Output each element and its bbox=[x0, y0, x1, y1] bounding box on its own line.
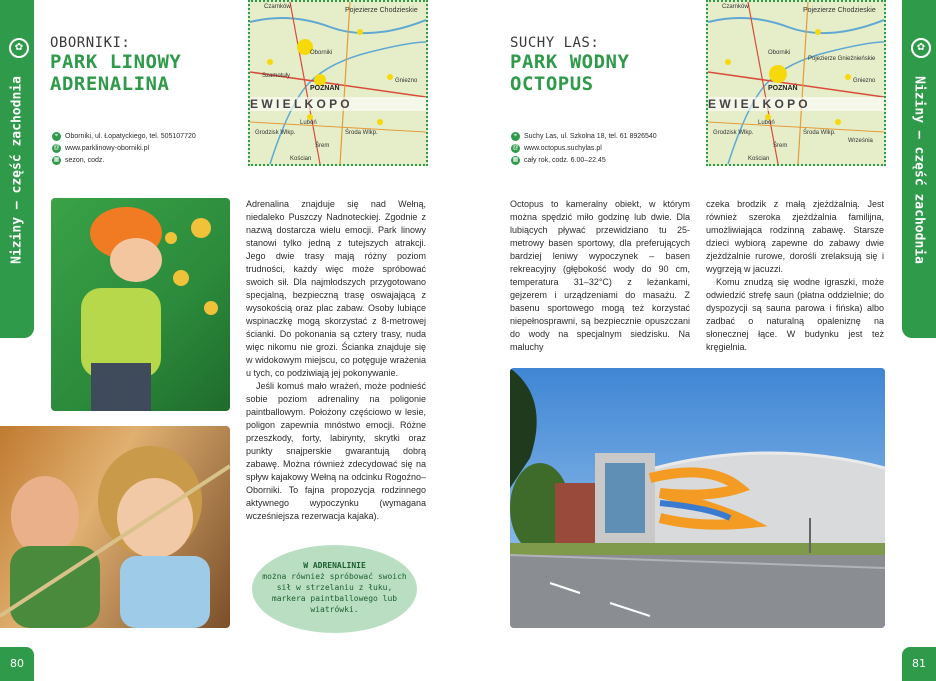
map-label: Szamotuły bbox=[262, 73, 291, 79]
right-body-column-2 bbox=[706, 198, 884, 354]
map-label: Kościan bbox=[748, 156, 770, 162]
right-map bbox=[706, 0, 886, 166]
web-icon: @ bbox=[512, 145, 519, 151]
right-map-drawing bbox=[708, 2, 884, 164]
map-label: Gniezno bbox=[853, 78, 876, 84]
climbing-wall-photo bbox=[51, 198, 230, 411]
aquapark-photo bbox=[510, 368, 885, 628]
right-title-location: SUCHY LAS: bbox=[510, 35, 600, 51]
right-info-website[interactable]: @ www.octopus.suchylas.pl bbox=[512, 145, 602, 152]
calendar-icon: ▦ bbox=[512, 157, 519, 163]
left-info-website[interactable]: @ www.parklinowy-oborniki.pl bbox=[53, 145, 150, 152]
right-paragraph-3: Komu znudzą się wodne igraszki, może odwiedzić strefę saun (płatna oddzielnie; do dyspozycji są sauna parowa i fińska) albo zadbać o naturalną opaleniznę na słonecznej łące. W budynku jest też kręgielnia. bbox=[706, 277, 884, 352]
right-info-address: ⌖ Suchy Las, ul. Szkolna 18, tel. 61 8926540 bbox=[511, 132, 657, 141]
left-info-address: ⌖ Oborniki, ul. Łopatyckiego, tel. 505107720 bbox=[52, 132, 196, 141]
info-bubble-body: można również spróbować swoich sił w strzelaniu z łuku, markera paintballowego lub wiatrówki. bbox=[262, 572, 407, 614]
map-label: E W I E L K O P O bbox=[708, 97, 808, 111]
location-icon: ⌖ bbox=[52, 132, 61, 141]
map-label: Środa Wlkp. bbox=[803, 130, 836, 136]
map-label: Środa Wlkp. bbox=[345, 130, 378, 136]
map-label: Czarnków bbox=[722, 4, 749, 10]
right-title-line1: PARK WODNY bbox=[510, 51, 630, 73]
leaf-icon: ✿ bbox=[9, 38, 29, 58]
info-bubble-content bbox=[258, 560, 411, 615]
left-section-tab-label: Niziny – część zachodnia bbox=[9, 76, 25, 264]
info-bubble-title: W ADRENALINIE bbox=[303, 561, 366, 570]
map-label: Oborniki bbox=[310, 50, 333, 56]
map-label: Śrem bbox=[773, 143, 788, 149]
left-section-tab bbox=[0, 0, 34, 338]
left-title-block bbox=[50, 35, 181, 95]
map-label: Luboń bbox=[300, 120, 317, 126]
left-page-number: 80 bbox=[0, 647, 34, 681]
location-icon: ⌖ bbox=[511, 132, 520, 141]
right-paragraph-2: czeka brodzik z małą zjeżdżalnią. Jest również szeroka zjeżdżalnia familijna, umożliwiająca rodzinną zabawę. Starsze dzieci wybiorą zapewne do zabawy dwie zjeżdżalnie rurowe, dorośli zrelaksują się i wygrzeją w jacuzzi. bbox=[706, 199, 884, 274]
map-label: Września bbox=[848, 138, 873, 144]
right-title-line2: OCTOPUS bbox=[510, 73, 594, 95]
right-section-tab bbox=[902, 0, 936, 338]
map-label: Grodzisk Wlkp. bbox=[255, 130, 296, 136]
children-photo-drawing bbox=[0, 426, 230, 628]
right-paragraph-1: Octopus to kameralny obiekt, w którym można spędzić miło godzinę lub dwie. Dla lubiących pływać przewidziano tu 25-metrowy basen sportowy, dla preferujących bardziej leniwy wypoczynek – basen rekreacyjny (głębokość wody do 90 cm, temperatura 31–32°C) z leżankami, gejzerem i urządzeniami do masażu. Z basenu sportowego mogą też korzystać niepełnosprawni, są bezpiecznie opuszczani do wody na specjalnym siedzisku. Na maluchy bbox=[510, 199, 690, 352]
map-label: Czarnków bbox=[264, 4, 291, 10]
left-map bbox=[248, 0, 428, 166]
right-body-column-1 bbox=[510, 198, 690, 354]
left-paragraph-2: Jeśli komuś mało wrażeń, może podnieść sobie poziom adrenaliny na poligonie paintballowym. Położony częściowo w lesie, poligon zapewnia mnóstwo emocji. Różne przeszkody, forty, labirynty, skrytki oraz punkty snajperskie gwarantują dobrą zabawę. Można również zdecydować się na spływ kajakowy Wełną na odcinku Rogoźno–Oborniki. To fajna propozycja rodzinnego aktywnego wypoczynku (wymagana wcześniejsza rezerwacja kajaka). bbox=[246, 381, 426, 521]
left-info-list bbox=[52, 132, 196, 168]
left-paragraph-1: Adrenalina znajduje się nad Wełną, niedaleko Puszczy Nadnoteckiej. Zgodnie z nazwą dostarcza wielu emocji. Park linowy stanowi tylko jedną z tutejszych atrakcji. Jego dwie trasy mają różny poziom trudności, każdy więc może spróbować swoich sił. Dla najmłodszych przygotowano specjalną, bezpieczną trasę oswajającą z wysokością oraz plac zabaw. Osoby lubiące wspinaczkę mogą skorzystać z 8-metrowej ścianki. Do pokonania są cztery trasy, nuda więc nikomu nie grozi. Ścianka znajduje się w widokowym miejscu, co potęguje wrażenia u tych, co podziwiają jej pokonywanie. bbox=[246, 199, 426, 378]
left-map-drawing bbox=[250, 2, 426, 164]
right-title-block bbox=[510, 35, 629, 95]
map-label: Pojezierze Gnieźnieńskie bbox=[808, 56, 876, 62]
right-info-hours: ▦ cały rok, codz. 6.00–22.45 bbox=[512, 157, 606, 164]
leaf-icon: ✿ bbox=[911, 38, 931, 58]
left-title-line1: PARK LINOWY bbox=[50, 51, 182, 73]
right-section-tab-label: Niziny – część zachodnia bbox=[911, 76, 927, 264]
map-label: Luboń bbox=[758, 120, 775, 126]
web-icon: @ bbox=[53, 145, 60, 151]
map-label: E W I E L K O P O bbox=[250, 97, 350, 111]
calendar-icon: ▦ bbox=[53, 157, 60, 163]
right-info-list bbox=[511, 132, 657, 168]
map-label: Kościan bbox=[290, 156, 312, 162]
map-label: Śrem bbox=[315, 143, 330, 149]
map-label: Pojezierze Chodzieskie bbox=[345, 7, 418, 14]
map-label: Gniezno bbox=[395, 78, 418, 84]
left-title-location: OBORNIKI: bbox=[50, 35, 131, 51]
aquapark-photo-drawing bbox=[510, 368, 885, 628]
climbing-photo-drawing bbox=[51, 198, 230, 411]
map-label: Grodzisk Wlkp. bbox=[713, 130, 754, 136]
children-photo bbox=[0, 426, 230, 628]
right-page-number: 81 bbox=[902, 647, 936, 681]
left-title-line2: ADRENALINA bbox=[50, 73, 170, 95]
map-label: Oborniki bbox=[768, 50, 791, 56]
left-body-text bbox=[246, 198, 426, 523]
left-info-hours: ▦ sezon, codz. bbox=[53, 157, 105, 164]
map-label: POZNAŃ bbox=[310, 85, 340, 92]
map-label: POZNAŃ bbox=[768, 85, 798, 92]
map-label: Pojezierze Chodzieskie bbox=[803, 7, 876, 14]
